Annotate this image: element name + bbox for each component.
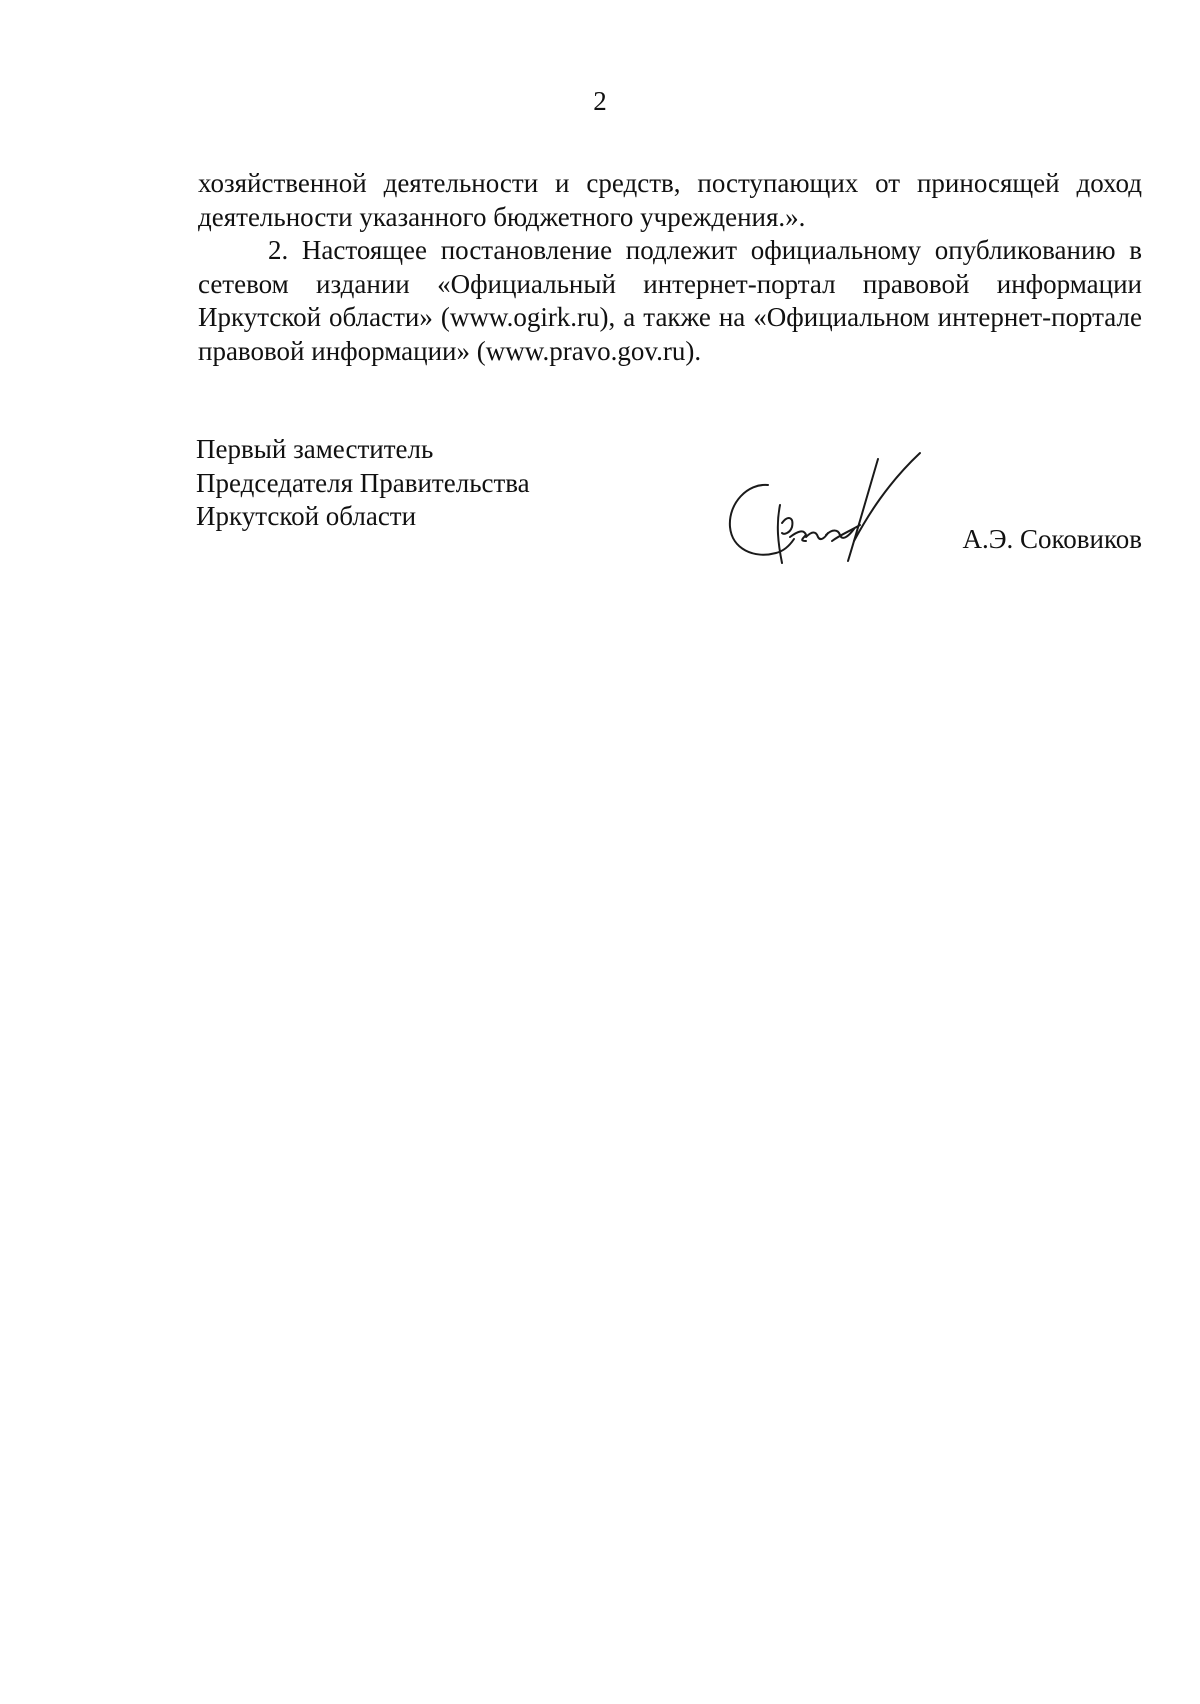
paragraph-continuation: хозяйственной деятельности и средств, поступающих от приносящей доход деятельности указанного бюджетного учреждения.».	[198, 168, 1142, 232]
signatory-position	[196, 433, 530, 534]
signatory-position-line: Председателя Правительства	[196, 467, 530, 498]
paragraph-publication: 2. Настоящее постановление подлежит официальному опубликованию в сетевом издании «Официальный интернет-портал правовой информации Иркутской области» (www.ogirk.ru), а также на «Официальном интернет-портале правовой информации» (www.pravo.gov.ru).	[198, 235, 1142, 366]
signatory-name: А.Э. Соковиков	[962, 524, 1142, 554]
document-body	[198, 167, 1142, 368]
signatory-position-line: Иркутской области	[196, 501, 417, 531]
page-number: 2	[593, 86, 607, 116]
handwritten-signature-icon	[720, 445, 930, 575]
signatory-position-line: Первый заместитель	[196, 434, 434, 464]
